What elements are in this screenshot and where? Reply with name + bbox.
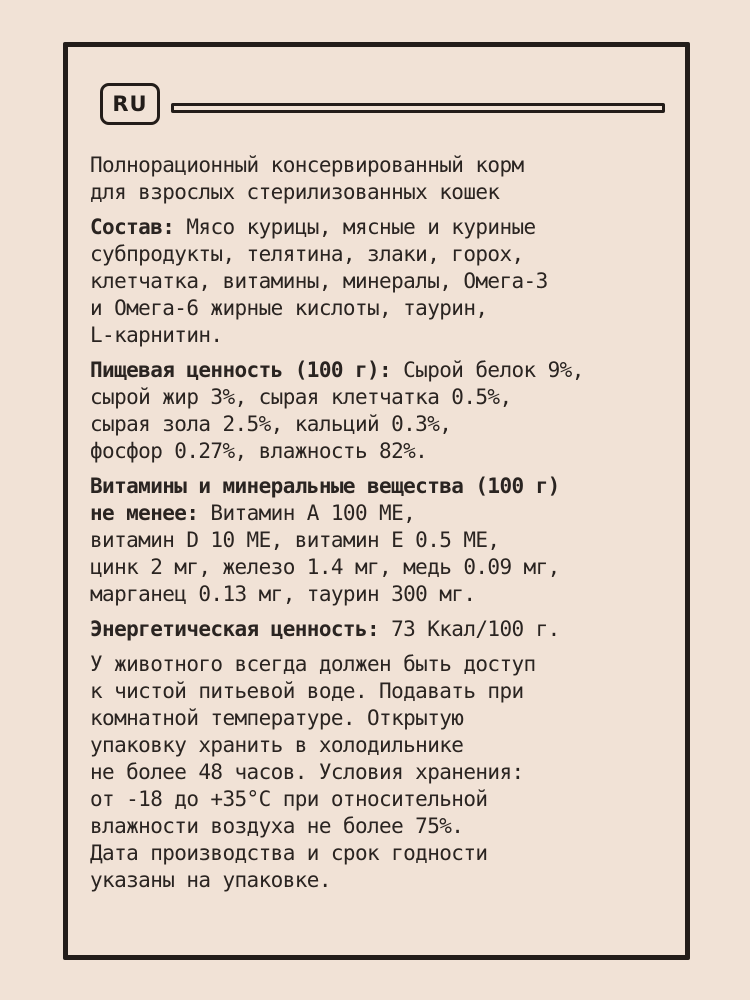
nutrition-label: Пищевая ценность (100 г):: [90, 358, 392, 382]
composition-text: субпродукты, телятина, злаки, горох,: [90, 242, 524, 266]
nutrition-text: фосфор 0.27%, влажность 82%.: [90, 439, 428, 463]
instructions-text: не более 48 часов. Условия хранения:: [90, 760, 524, 784]
vitamins-section: [90, 473, 690, 608]
instructions-text: от -18 до +35°С при относительной: [90, 787, 488, 811]
composition-label: Состав:: [90, 215, 175, 239]
vitamins-label: Витамины и минеральные вещества (100 г): [90, 474, 560, 498]
nutrition-text: сырой жир 3%, сырая клетчатка 0.5%,: [90, 385, 512, 409]
composition-section: [90, 214, 690, 349]
vitamins-text: витамин D 10 МЕ, витамин Е 0.5 МЕ,: [90, 528, 500, 552]
vitamins-text: марганец 0.13 мг, таурин 300 мг.: [90, 582, 476, 606]
vitamins-label: не менее:: [90, 501, 199, 525]
instructions-section: [90, 651, 690, 894]
energy-label: Энергетическая ценность:: [90, 617, 380, 641]
nutrition-text: сырая зола 2.5%, кальций 0.3%,: [90, 412, 452, 436]
composition-text: и Омега-6 жирные кислоты, таурин,: [90, 296, 488, 320]
nutrition-text: Сырой белок 9%,: [391, 358, 584, 382]
instructions-text: Дата производства и срок годности: [90, 841, 488, 865]
instructions-text: указаны на упаковке.: [90, 868, 331, 892]
composition-text: L-карнитин.: [90, 323, 223, 347]
composition-text: Мясо курицы, мясные и куриные: [174, 215, 536, 239]
energy-value: 73 Ккал/100 г.: [379, 617, 560, 641]
instructions-text: к чистой питьевой воде. Подавать при: [90, 679, 524, 703]
composition-text: клетчатка, витамины, минералы, Омега-3: [90, 269, 548, 293]
instructions-text: упаковку хранить в холодильнике: [90, 733, 464, 757]
energy-section: [90, 616, 690, 643]
instructions-text: влажности воздуха не более 75%.: [90, 814, 464, 838]
product-title: [90, 152, 690, 206]
language-badge: RU: [100, 83, 160, 125]
language-text-bar: [171, 103, 665, 113]
label-content: [90, 152, 690, 902]
vitamins-text: Витамин А 100 МЕ,: [198, 501, 416, 525]
title-line: для взрослых стерилизованных кошек: [90, 180, 500, 204]
title-line: Полнорационный консервированный корм: [90, 153, 524, 177]
instructions-text: У животного всегда должен быть доступ: [90, 652, 536, 676]
nutrition-section: [90, 357, 690, 465]
instructions-text: комнатной температуре. Открытую: [90, 706, 464, 730]
vitamins-text: цинк 2 мг, железо 1.4 мг, медь 0.09 мг,: [90, 555, 560, 579]
